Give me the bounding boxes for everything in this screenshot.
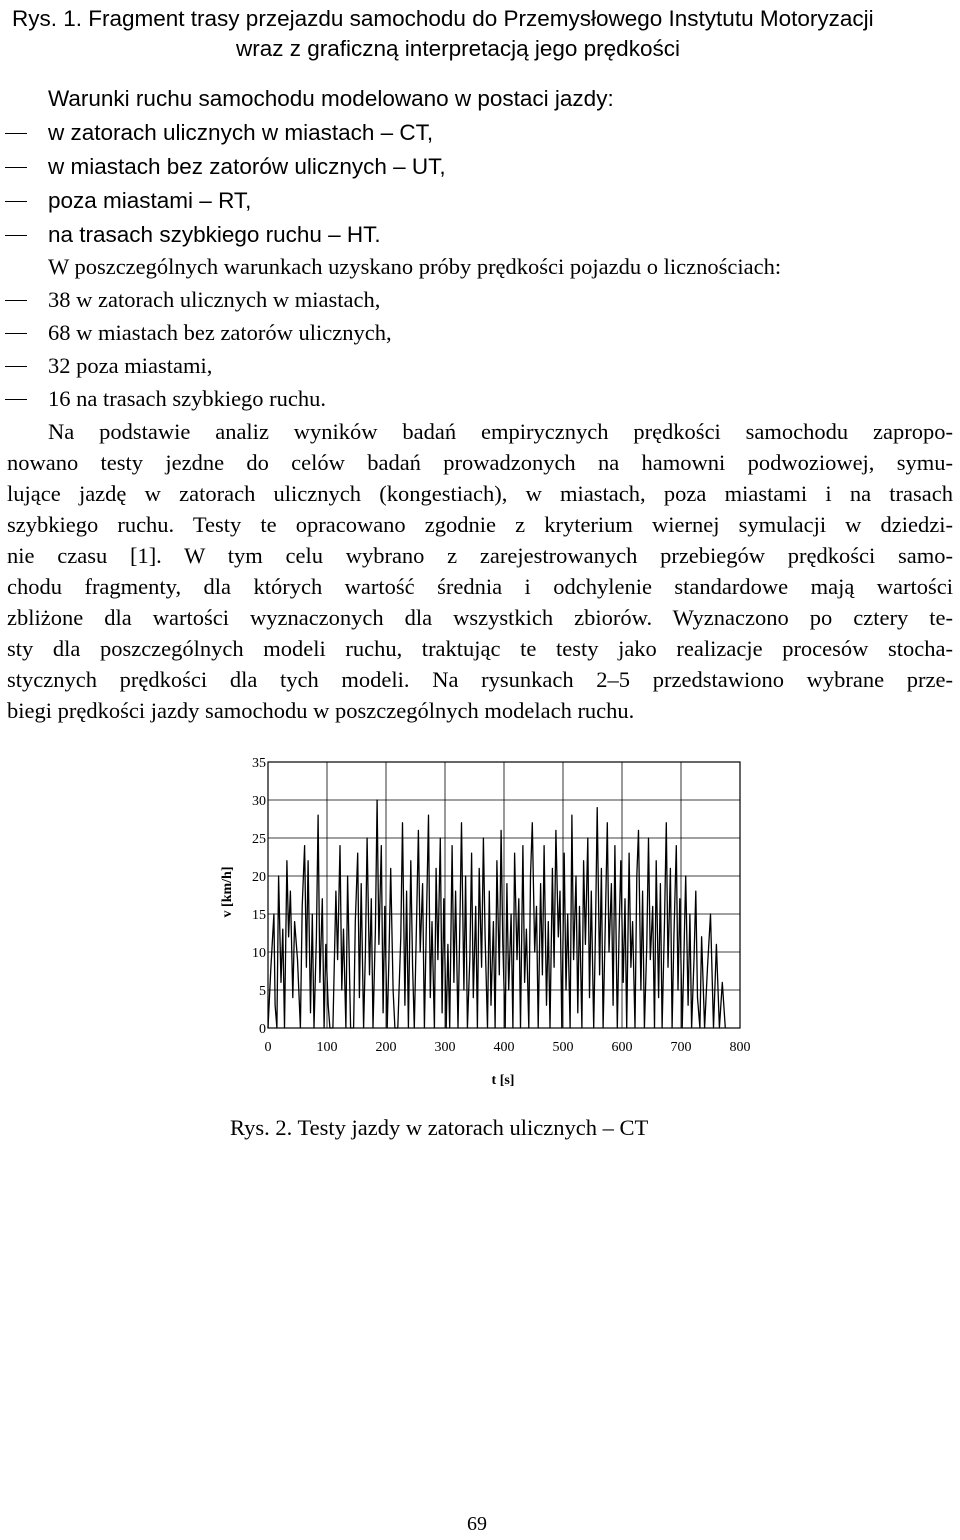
samples-intro: W poszczególnych warunkach uzyskano próby prędkości pojazdu o licznościach: (48, 254, 782, 279)
x-tick-label: 600 (611, 1040, 633, 1055)
paragraph-line: zbliżone dla wartości wyznaczonych dla wszystkich zbiorów. Wyznaczono po cztery te- (7, 605, 953, 630)
conditions-intro: Warunki ruchu samochodu modelowano w postaci jazdy: (48, 86, 614, 111)
conditions-item: poza miastami – RT, (48, 188, 252, 213)
y-tick-label: 5 (259, 984, 266, 999)
paragraph-line: nowano testy jezdne do celów badań prowadzonych na hamowni podwoziowej, symu- (7, 450, 953, 475)
fig2-caption: Rys. 2. Testy jazdy w zatorach ulicznych – CT (230, 1115, 649, 1140)
conditions-item: na trasach szybkiego ruchu – HT. (48, 222, 381, 247)
fig1-caption-line1: Rys. 1. Fragment trasy przejazdu samochodu do Przemysłowego Instytutu Motoryzacji (12, 6, 874, 31)
samples-item: 68 w miastach bez zatorów ulicznych, (48, 320, 392, 345)
y-tick-label: 30 (252, 794, 266, 809)
x-tick-label: 0 (264, 1040, 272, 1055)
y-tick-label: 10 (252, 946, 266, 961)
page-number: 69 (467, 1513, 487, 1535)
y-tick-label: 35 (252, 756, 266, 771)
paragraph-last-line: biegi prędkości jazdy samochodu w poszczególnych modelach ruchu. (7, 698, 635, 723)
y-tick-label: 0 (259, 1022, 266, 1037)
y-axis-ticks (252, 756, 266, 1037)
y-axis-label: v [km/h] (220, 866, 235, 918)
chart-series (268, 800, 725, 1028)
paragraph-line: nie czasu [1]. W tym celu wybrano z zarejestrowanych przebiegów prędkości samo- (7, 543, 953, 568)
paragraph-line: sty dla poszczególnych modeli ruchu, traktując te testy jako realizacje procesów stocha- (7, 636, 953, 661)
y-tick-label: 25 (252, 832, 266, 847)
fig1-caption-line2: wraz z graficzną interpretacją jego prędkości (236, 36, 680, 61)
paragraph-line: szybkiego ruchu. Testy te opracowano zgodnie z kryterium wiernej symulacji w dziedzi- (7, 512, 953, 537)
speed-series-line (268, 800, 725, 1028)
x-tick-label: 500 (552, 1040, 574, 1055)
samples-item: 38 w zatorach ulicznych w miastach, (48, 287, 381, 312)
samples-item: 16 na trasach szybkiego ruchu. (48, 386, 327, 411)
conditions-item: w zatorach ulicznych w miastach – CT, (48, 120, 434, 145)
paragraph-line: chodu fragmenty, dla których wartość średnia i odchylenie standardowe mają wartości (7, 574, 953, 599)
x-tick-label: 400 (493, 1040, 515, 1055)
x-axis-label: t [s] (491, 1073, 515, 1088)
paragraph-line: lujące jazdę w zatorach ulicznych (kongestiach), w miastach, poza miastami i na trasach (7, 481, 953, 506)
x-tick-label: 800 (729, 1040, 751, 1055)
paragraph-line: stycznych prędkości dla tych modeli. Na rysunkach 2–5 przedstawiono wybrane prze- (7, 667, 953, 692)
y-tick-label: 20 (252, 870, 266, 885)
x-tick-label: 100 (316, 1040, 338, 1055)
paragraph-line: Na podstawie analiz wyników badań empirycznych prędkości samochodu zapropo- (48, 419, 953, 444)
conditions-item: w miastach bez zatorów ulicznych – UT, (48, 154, 446, 179)
x-tick-label: 200 (375, 1040, 397, 1055)
x-tick-label: 700 (670, 1040, 692, 1055)
samples-item: 32 poza miastami, (48, 353, 213, 378)
y-tick-label: 15 (252, 908, 266, 923)
x-tick-label: 300 (434, 1040, 456, 1055)
x-axis-ticks (265, 1040, 751, 1055)
